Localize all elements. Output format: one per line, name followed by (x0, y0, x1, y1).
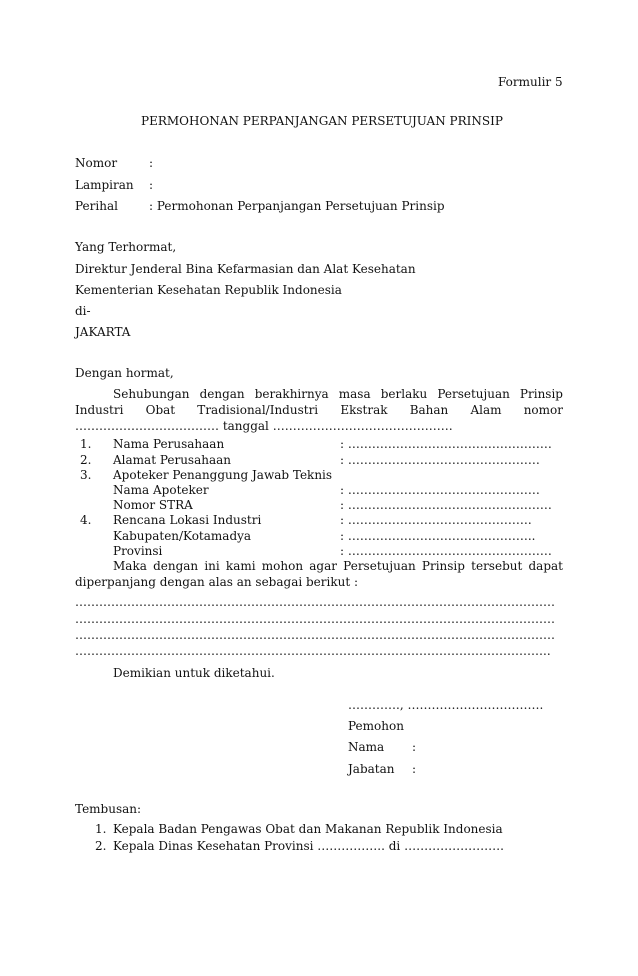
item-label: Nama Perusahaan (113, 437, 225, 451)
form-number: Formulir 5 (498, 75, 563, 89)
addressee-line: Kementerian Kesehatan Republik Indonesia (75, 283, 342, 297)
field-value-perihal: : Permohonan Perpanjangan Persetujuan Prinsip (149, 199, 445, 213)
item-value: : …………………………………………… (340, 498, 552, 512)
item-label: Apoteker Penanggung Jawab Teknis (113, 468, 333, 482)
signature-position-label: Jabatan (348, 762, 395, 776)
signature-name-label: Nama (348, 740, 385, 754)
item-number: 2. (80, 453, 92, 467)
request-line: Maka dengan ini kami mohon agar Persetujuan Prinsip tersebut dapat (113, 559, 563, 573)
field-label-nomor: Nomor (75, 156, 118, 170)
addressee-line: di- (75, 304, 91, 318)
signature-position-value: : (412, 762, 417, 776)
item-value: : ………………………………………… (340, 453, 540, 467)
intro-line: ……………………………… tanggal ……………………………………… (75, 419, 453, 433)
field-label-perihal: Perihal (75, 199, 118, 213)
addressee-line: Direktur Jenderal Bina Kefarmasian dan Alat Kesehatan (75, 262, 416, 276)
signature-place-date: …………., ……………………………. (348, 698, 544, 712)
item-value: : …………………………………………… (340, 544, 552, 558)
item-label: Rencana Lokasi Industri (113, 513, 262, 527)
field-label-lampiran: Lampiran (75, 178, 134, 192)
cc-item-number: 2. (95, 839, 107, 853)
item-label: Kabupaten/Kotamadya (113, 529, 252, 543)
reason-line: ………………………………………………………………………………………………………… (75, 628, 555, 642)
reason-line: ………………………………………………………………………………………………………… (75, 612, 555, 626)
field-value-nomor: : (149, 156, 154, 170)
addressee-line: JAKARTA (75, 325, 131, 339)
item-value: : ……………………………………….. (340, 529, 536, 543)
cc-item-number: 1. (95, 822, 107, 836)
intro-line: Industri Obat Tradisional/Industri Ekstrak Bahan Alam nomor (75, 403, 563, 417)
item-label: Provinsi (113, 544, 163, 558)
reason-line: ………………………………………………………………………………………………………… (75, 595, 555, 609)
signature-name-value: : (412, 740, 417, 754)
cc-item-text: Kepala Badan Pengawas Obat dan Makanan Republik Indonesia (113, 822, 503, 836)
item-label: Alamat Perusahaan (113, 453, 232, 467)
item-number: 1. (80, 437, 92, 451)
item-value: : …………………………………………… (340, 437, 552, 451)
item-number: 3. (80, 468, 92, 482)
closing-text: Demikian untuk diketahui. (113, 666, 275, 680)
item-value: : ………………………………………… (340, 483, 540, 497)
item-value: : ………………………………………. (340, 513, 532, 527)
cc-item-text: Kepala Dinas Kesehatan Provinsi …………….. di ……………………. (113, 839, 504, 853)
document-title: PERMOHONAN PERPANJANGAN PERSETUJUAN PRINSIP (141, 114, 503, 128)
addressee-line: Yang Terhormat, (75, 240, 177, 254)
item-label: Nomor STRA (113, 498, 193, 512)
field-value-lampiran: : (149, 178, 154, 192)
request-line: diperpanjang dengan alas an sebagai berikut : (75, 575, 359, 589)
greeting: Dengan hormat, (75, 366, 174, 380)
signature-applicant: Pemohon (348, 719, 404, 733)
intro-line: Sehubungan dengan berakhirnya masa berlaku Persetujuan Prinsip (113, 387, 563, 401)
item-number: 4. (80, 513, 92, 527)
reason-line: ……………………………………………………………………………………………………….. (75, 644, 551, 658)
item-label: Nama Apoteker (113, 483, 209, 497)
cc-title: Tembusan: (75, 802, 142, 816)
